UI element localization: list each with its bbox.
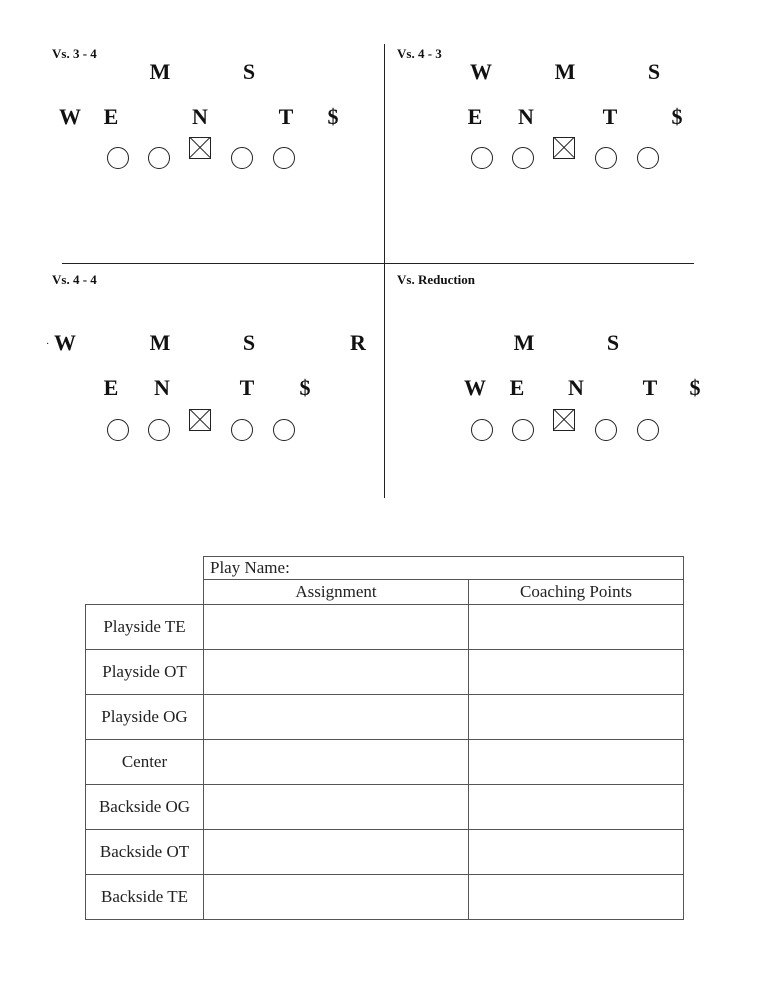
assignment-cell[interactable] <box>204 785 469 830</box>
offensive-lineman-circle <box>637 147 659 169</box>
defender-label: E <box>509 375 525 400</box>
assignment-cell[interactable] <box>204 695 469 740</box>
defender-label: M <box>513 330 535 355</box>
defender-label: $ <box>299 375 311 400</box>
offensive-lineman-circle <box>471 419 493 441</box>
assignment-header: Assignment <box>204 580 469 605</box>
defender-label: N <box>568 375 584 400</box>
horizontal-divider <box>62 263 694 264</box>
offensive-lineman-circle <box>273 419 295 441</box>
table-row <box>86 650 684 695</box>
quadrant-label: Vs. Reduction <box>397 272 476 287</box>
offensive-lineman-circle <box>231 147 253 169</box>
defender-label: $ <box>671 104 683 129</box>
row-label: Backside OG <box>86 785 204 830</box>
defender-label: W <box>464 375 486 400</box>
defender-label: S <box>647 59 661 84</box>
defender-label: M <box>149 59 171 84</box>
coaching-points-cell[interactable] <box>469 785 684 830</box>
table-row <box>86 830 684 875</box>
defender-label: E <box>103 375 119 400</box>
defender-label: T <box>642 375 658 400</box>
offensive-lineman-circle <box>512 147 534 169</box>
offensive-lineman-circle <box>231 419 253 441</box>
defender-label: W <box>59 104 81 129</box>
table-corner <box>86 557 204 580</box>
assignment-cell[interactable] <box>204 650 469 695</box>
defender-label: T <box>602 104 618 129</box>
coaching-points-header: Coaching Points <box>469 580 684 605</box>
defender-label: $ <box>689 375 701 400</box>
defender-label: E <box>467 104 483 129</box>
offensive-lineman-circle <box>148 147 170 169</box>
offensive-lineman-circle <box>595 147 617 169</box>
offensive-lineman-circle <box>107 419 129 441</box>
center-box-icon <box>553 137 575 159</box>
coaching-points-cell[interactable] <box>469 605 684 650</box>
offensive-lineman-circle <box>637 419 659 441</box>
quadrant-label: Vs. 4 - 3 <box>397 46 442 61</box>
defender-label: W <box>54 330 76 355</box>
offensive-lineman-circle <box>273 147 295 169</box>
defender-label: N <box>518 104 534 129</box>
row-label: Backside TE <box>86 875 204 920</box>
table-row <box>86 785 684 830</box>
coaching-points-cell[interactable] <box>469 875 684 920</box>
center-box-icon <box>553 409 575 431</box>
defender-label: S <box>242 59 256 84</box>
row-label: Center <box>86 740 204 785</box>
table-corner <box>86 580 204 605</box>
defender-label: $ <box>327 104 339 129</box>
table-row <box>86 875 684 920</box>
table-row <box>86 695 684 740</box>
offensive-lineman-circle <box>595 419 617 441</box>
offensive-lineman-circle <box>471 147 493 169</box>
assignment-cell[interactable] <box>204 875 469 920</box>
row-label: Playside OT <box>86 650 204 695</box>
center-box-icon <box>189 137 211 159</box>
assignment-cell[interactable] <box>204 830 469 875</box>
defender-label: E <box>103 104 119 129</box>
defender-label: M <box>554 59 576 84</box>
assignment-cell[interactable] <box>204 605 469 650</box>
play-name-label: Play Name: <box>204 557 684 580</box>
assignment-table <box>85 556 684 920</box>
coaching-points-cell[interactable] <box>469 740 684 785</box>
defender-label: T <box>278 104 294 129</box>
defender-label: N <box>154 375 170 400</box>
defender-label: S <box>606 330 620 355</box>
assignment-cell[interactable] <box>204 740 469 785</box>
table-row <box>86 605 684 650</box>
row-label: Playside OG <box>86 695 204 740</box>
table-row <box>86 740 684 785</box>
row-label: Playside TE <box>86 605 204 650</box>
defender-label: R <box>350 330 366 355</box>
center-box-icon <box>189 409 211 431</box>
quadrant-label: Vs. 4 - 4 <box>52 272 97 287</box>
offensive-lineman-circle <box>107 147 129 169</box>
stray-mark: · <box>46 339 50 350</box>
row-label: Backside OT <box>86 830 204 875</box>
coaching-points-cell[interactable] <box>469 650 684 695</box>
vertical-divider <box>384 44 385 498</box>
defender-label: N <box>192 104 208 129</box>
defender-label: M <box>149 330 171 355</box>
offensive-lineman-circle <box>512 419 534 441</box>
offensive-lineman-circle <box>148 419 170 441</box>
coaching-points-cell[interactable] <box>469 830 684 875</box>
quadrant-label: Vs. 3 - 4 <box>52 46 97 61</box>
defender-label: T <box>239 375 255 400</box>
defender-label: S <box>242 330 256 355</box>
defender-label: W <box>470 59 492 84</box>
coaching-points-cell[interactable] <box>469 695 684 740</box>
